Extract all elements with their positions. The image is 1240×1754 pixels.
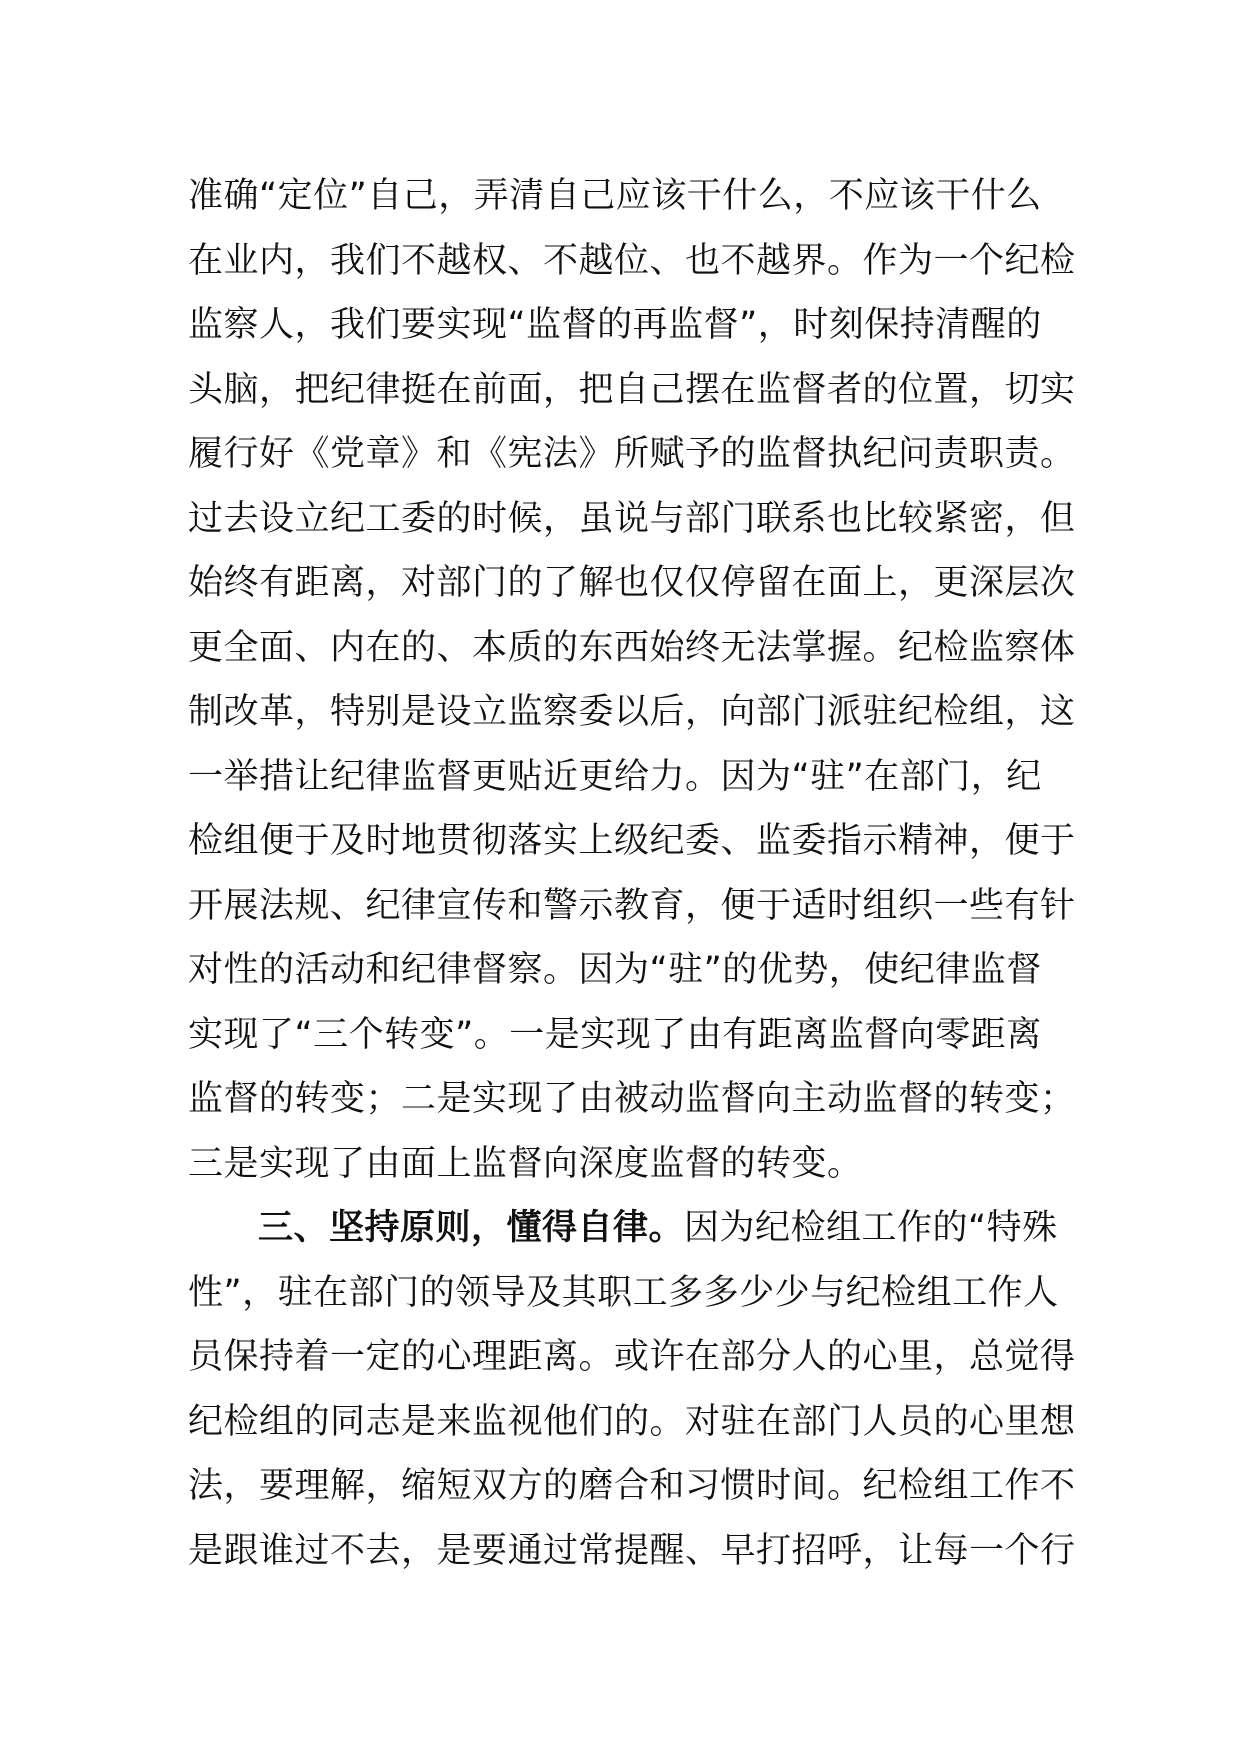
text-line: 监督的转变；二是实现了由被动监督向主动监督的转变； — [188, 1079, 1076, 1119]
text-line: 过去设立纪工委的时候，虽说与部门联系也比较紧密，但 — [188, 498, 1076, 539]
heading-line-text: 因为纪检组工作的“特殊 — [684, 1208, 1058, 1248]
text-line: 监察人，我们要实现“监督的再监督”，时刻保持清醒的 — [188, 305, 1042, 345]
section-heading: 三、坚持原则，懂得自律。 — [258, 1208, 685, 1248]
section-heading-line — [188, 1196, 1068, 1261]
text-line: 头脑，把纪律挺在前面，把自己摆在监督者的位置，切实 — [188, 369, 1076, 410]
text-line: 一举措让纪律监督更贴近更给力。因为“驻”在部门，纪 — [188, 756, 1042, 797]
text-line: 准确“定位”自己，弄清自己应该干什么，不应该干什么 — [188, 176, 1042, 216]
text-line: 在业内，我们不越权、不越位、也不越界。作为一个纪检 — [188, 240, 1076, 281]
text-line: 员保持着一定的心理距离。或许在部分人的心里，总觉得 — [188, 1337, 1076, 1377]
text-line: 始终有距离，对部门的了解也仅仅停留在面上，更深层次 — [188, 563, 1076, 603]
text-line: 对性的活动和纪律督察。因为“驻”的优势，使纪律监督 — [188, 950, 1042, 990]
text-line: 法，要理解，缩短双方的磨合和习惯时间。纪检组工作不 — [188, 1466, 1076, 1506]
text-line: 检组便于及时地贯彻落实上级纪委、监委指示精神，便于 — [188, 821, 1076, 861]
text-line: 更全面、内在的、本质的东西始终无法掌握。纪检监察体 — [188, 627, 1076, 668]
text-line: 实现了“三个转变”。一是实现了由有距离监督向零距离 — [188, 1014, 1042, 1055]
text-line: 制改革，特别是设立监察委以后，向部门派驻纪检组，这 — [188, 692, 1076, 732]
text-line: 纪检组的同志是来监视他们的。对驻在部门人员的心里想 — [188, 1401, 1076, 1442]
text-line: 是跟谁过不去，是要通过常提醒、早打招呼，让每一个行 — [188, 1530, 1076, 1571]
text-line: 开展法规、纪律宣传和警示教育，便于适时组织一些有针 — [188, 885, 1076, 926]
text-line: 三是实现了由面上监督向深度监督的转变。 — [188, 1143, 863, 1184]
text-line: 履行好《党章》和《宪法》所赋予的监督执纪问责职责。 — [188, 434, 1076, 474]
text-line: 性”，驻在部门的领导及其职工多多少少与纪检组工作人 — [188, 1272, 1059, 1313]
body-text — [188, 164, 1076, 1583]
